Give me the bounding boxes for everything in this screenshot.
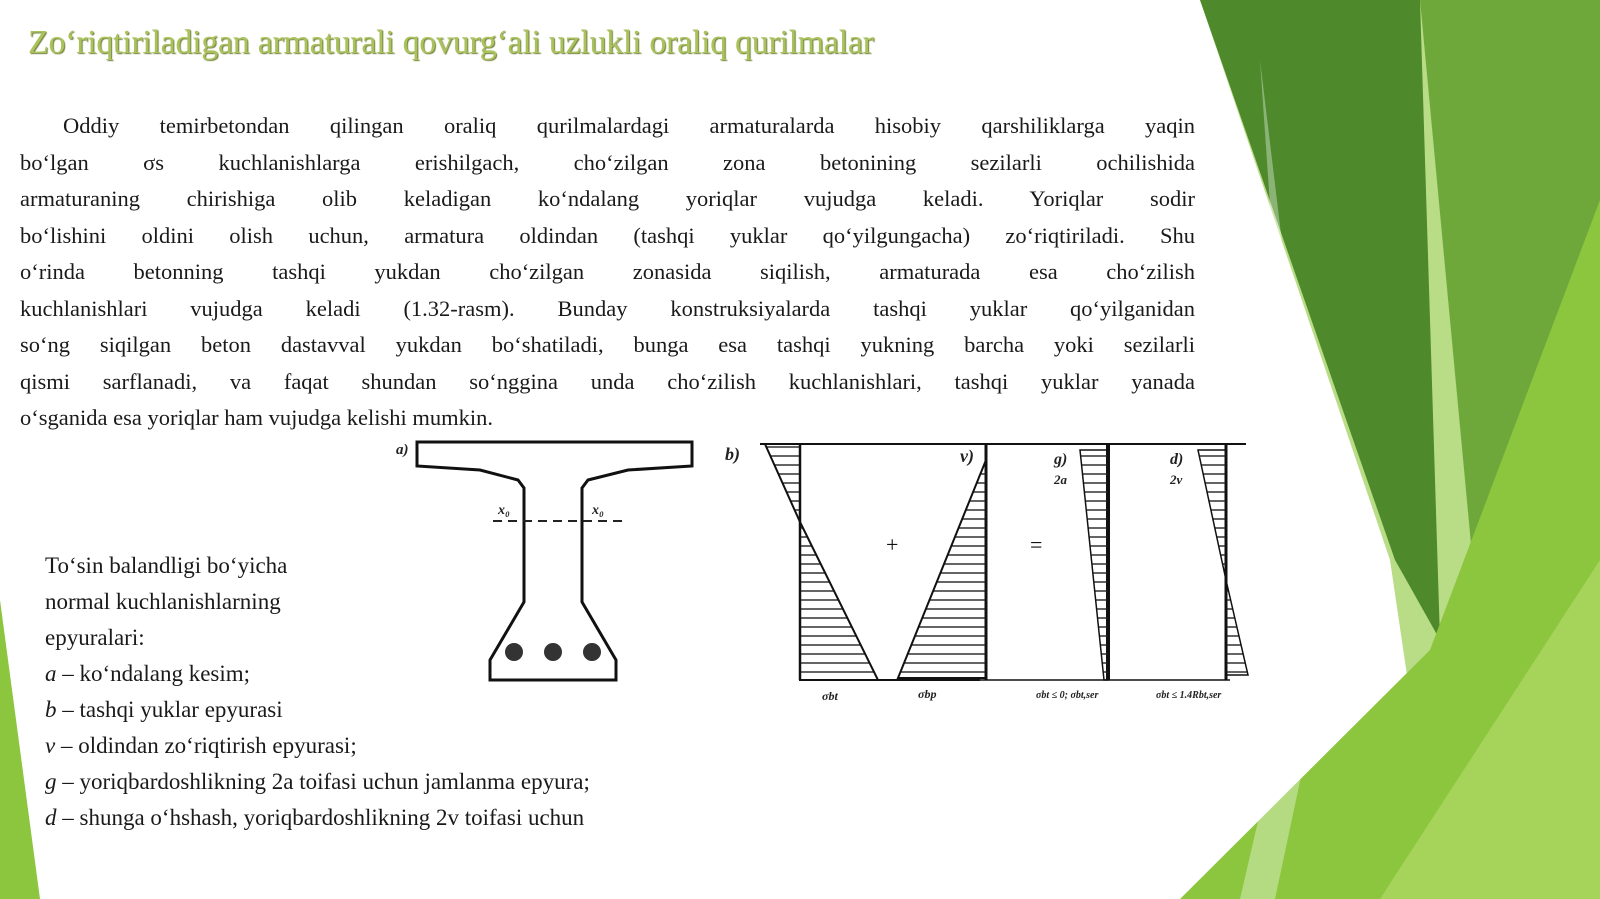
combined-zone-d-top [1198, 450, 1226, 580]
tension-zone-b [800, 522, 878, 680]
caption-item: v – oldindan zo‘riqtirish epyurasi; [45, 733, 357, 758]
rebar [505, 643, 523, 661]
plus-sign: + [886, 532, 899, 557]
caption-key: v [45, 733, 56, 758]
slide-title: Zo‘riqtiriladigan armaturali qovurg‘ali uzlukli oraliq qurilmalar [28, 24, 874, 61]
stress-diagram-figure [380, 430, 1260, 720]
label-a: a) [396, 442, 409, 458]
bottom-label-d: σbt ≤ 1.4Rbt,ser [1156, 690, 1222, 701]
label-d-category: 2v [1170, 472, 1183, 487]
equals-sign: = [1030, 532, 1043, 557]
caption-item: d – shunga o‘hshash, yoriqbardoshlikning 2v toifasi uchun [45, 805, 585, 830]
combined-zone-d-bottom [1226, 580, 1248, 675]
label-v: v) [960, 446, 974, 466]
label-g: g) [1054, 451, 1068, 468]
rebar [583, 643, 601, 661]
caption-key: g [45, 769, 57, 794]
caption-key: b [45, 697, 57, 722]
paragraph-line: bo‘lgan σs kuchlanishlarga erishilgach, cho‘zilgan zona betonining sezilarli ochilishida [20, 149, 1195, 175]
prestress-zone-v [898, 460, 986, 678]
label-g-category: 2a [1054, 472, 1067, 487]
caption-line: To‘sin balandligi bo‘yicha [45, 553, 288, 578]
caption-item: g – yoriqbardoshlikning 2a toifasi uchun jamlanma epyura; [45, 769, 590, 794]
caption-key: d [45, 805, 57, 830]
rebar [544, 643, 562, 661]
bottom-label-g: σbt ≤ 0; σbt,ser [1036, 690, 1099, 701]
axis-label-left: x₀ [498, 503, 510, 518]
caption-item: a – ko‘ndalang kesim; [45, 661, 251, 686]
bottom-label-v: σbp [918, 687, 937, 701]
label-b: b) [725, 444, 740, 464]
caption-key: a [45, 661, 57, 686]
paragraph-line: qismi sarflanadi, va faqat shundan so‘nggina unda cho‘zilish kuchlanishlari, tashqi yuklar yanada [20, 368, 1195, 394]
axis-label-right: x₀ [592, 503, 604, 518]
paragraph-line: o‘sganida esa yoriqlar ham vujudga kelishi mumkin. [20, 405, 494, 430]
label-d: d) [1170, 451, 1184, 468]
paragraph-line: armaturaning chirishiga olib keladigan ko‘ndalang yoriqlar vujudga keladi. Yoriqlar sodir [20, 186, 1195, 211]
caption-line: normal kuchlanishlarning [45, 589, 281, 614]
paragraph-line: bo‘lishini oldini olish uchun, armatura oldindan (tashqi yuklar qo‘yilgungacha) zo‘riqtiriladi. Shu [20, 222, 1195, 248]
bottom-label-b: σbt [822, 689, 838, 703]
paragraph-line: kuchlanishlari vujudga keladi (1.32-rasm). Bunday konstruksiyalarda tashqi yuklar qo‘yilganidan [20, 295, 1195, 321]
paragraph-line: o‘rinda betonning tashqi yukdan cho‘zilgan zonasida siqilish, armaturada esa cho‘zilish [20, 259, 1195, 284]
compression-zone-b [765, 444, 800, 522]
green-shape-left [0, 600, 40, 899]
paragraph-line: so‘ng siqilgan beton dastavval yukdan bo‘shatiladi, bunga esa tashqi yukning barcha yoki sezilarli [20, 332, 1195, 357]
caption-item: b – tashqi yuklar epyurasi [45, 697, 283, 722]
paragraph-line: Oddiy temirbetondan qilingan oraliq qurilmalardagi armaturalarda hisobiy qarshiliklarga yaqin [63, 113, 1195, 138]
body-paragraph [20, 108, 1195, 437]
combined-zone-g [1080, 450, 1108, 680]
caption-line: epyuralari: [45, 625, 145, 650]
